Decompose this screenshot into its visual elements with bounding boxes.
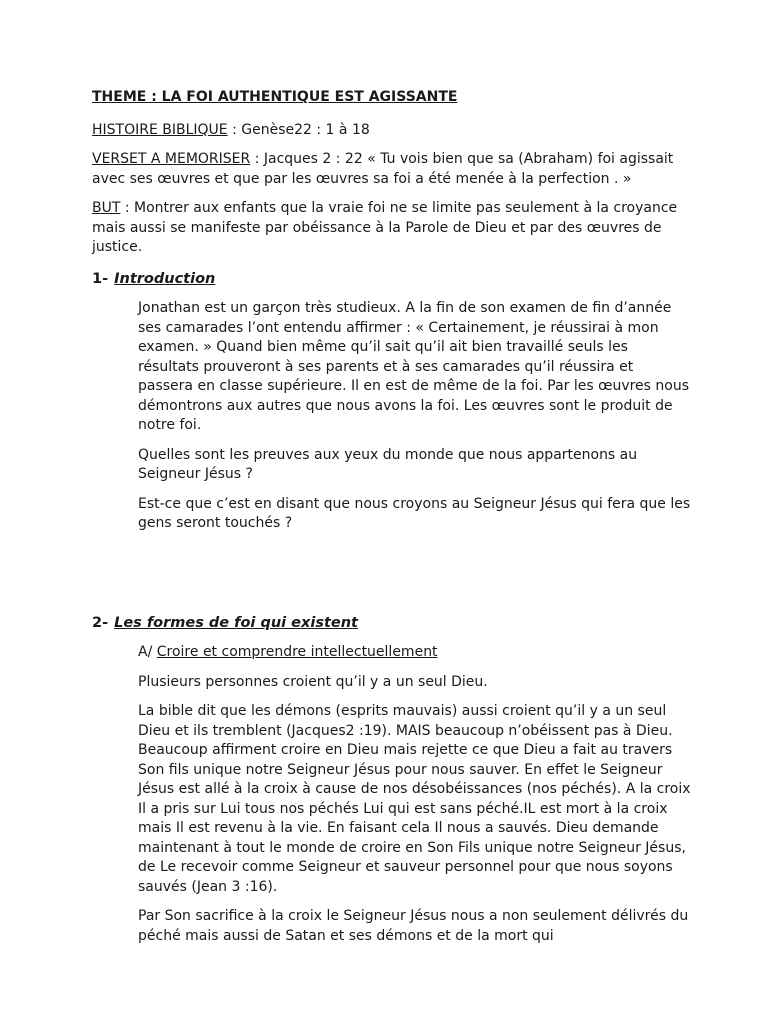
- histoire-biblique-label: HISTOIRE BIBLIQUE: [92, 121, 228, 138]
- section-1-number: 1-: [92, 270, 109, 287]
- histoire-biblique-reference: : Genèse22 : 1 à 18: [227, 121, 370, 138]
- section-2-sub-prefix: A/: [138, 644, 157, 660]
- section-2-paragraph: La bible dit que les démons (esprits mauvais) aussi croient qu’il y a un seul Dieu et ils tremblent (Jacques2 :19). MAIS beaucoup n’obéissent pas à Dieu. Beaucoup affirment croire en Dieu mais rejette ce que Dieu a fait au travers Son fils unique notre Seigneur Jésus pour nous sauver. En effet le Seigneur Jésus est allé à la croix à cause de nos désobéissances (nos péchés). A la croix Il a pris sur Lui tous nos péchés Lui qui est sans péché.IL est mort à la croix mais Il est revenu à la vie. En faisant cela Il nous a sauvés. Dieu demande maintenant à tout le monde de croire en Son Fils unique notre Seigneur Jésus, de Le recevoir comme Seigneur et sauveur personnel pour que nous soyons sauvés (Jean 3 :16).: [138, 703, 691, 895]
- verset-line: [92, 150, 692, 189]
- blank-space: [92, 544, 692, 602]
- document-page: [92, 88, 692, 956]
- verset-text: : Jacques 2 : 22 « Tu vois bien que sa (Abraham) foi agissait avec ses œuvres et que par les œuvres sa foi a été menée à la perfection . »: [92, 151, 674, 187]
- verset-label: VERSET A MEMORISER: [92, 151, 251, 167]
- but-text: : Montrer aux enfants que la vraie foi ne se limite pas seulement à la croyance mais aussi se manifeste par obéissance à la Parole de Dieu et par des œuvres de justice.: [92, 200, 678, 255]
- section-2-heading: [92, 614, 692, 634]
- section-2-sub-title: Croire et comprendre intellectuellement: [156, 644, 438, 660]
- but-label: BUT: [92, 200, 121, 216]
- section-1-title: Introduction: [114, 270, 216, 287]
- document-theme-title: THEME : LA FOI AUTHENTIQUE EST AGISSANTE: [92, 89, 458, 105]
- section-1-paragraph: Est-ce que c’est en disant que nous croyons au Seigneur Jésus qui fera que les gens seront touchés ?: [138, 495, 691, 531]
- section-2-subheading: [138, 643, 692, 663]
- but-line: [92, 199, 692, 258]
- section-1-paragraph: Quelles sont les preuves aux yeux du monde que nous appartenons au Seigneur Jésus ?: [138, 446, 638, 482]
- section-2-paragraph: Plusieurs personnes croient qu’il y a un seul Dieu.: [138, 673, 488, 690]
- section-1-paragraph: Jonathan est un garçon très studieux. A la fin de son examen de fin d’année ses camarades l’ont entendu affirmer : « Certainement, je réussirai à mon examen. » Quand bien même qu’il sait qu’il ait bien travaillé seuls les résultats prouveront à ses parents et à ses camarades qu’il réussira et passera en classe supérieure. Il en est de même de la foi. Par les œuvres nous démontrons aux autres que nous avons la foi. Les œuvres sont le produit de notre foi.: [138, 300, 690, 433]
- section-2-title: Les formes de foi qui existent: [114, 614, 358, 631]
- section-1-heading: [92, 270, 692, 290]
- histoire-biblique-line: [92, 121, 692, 141]
- section-2-number: 2-: [92, 614, 109, 631]
- section-2-paragraph: Par Son sacrifice à la croix le Seigneur Jésus nous a non seulement délivrés du péché mais aussi de Satan et ses démons et de la mort qui: [138, 908, 689, 944]
